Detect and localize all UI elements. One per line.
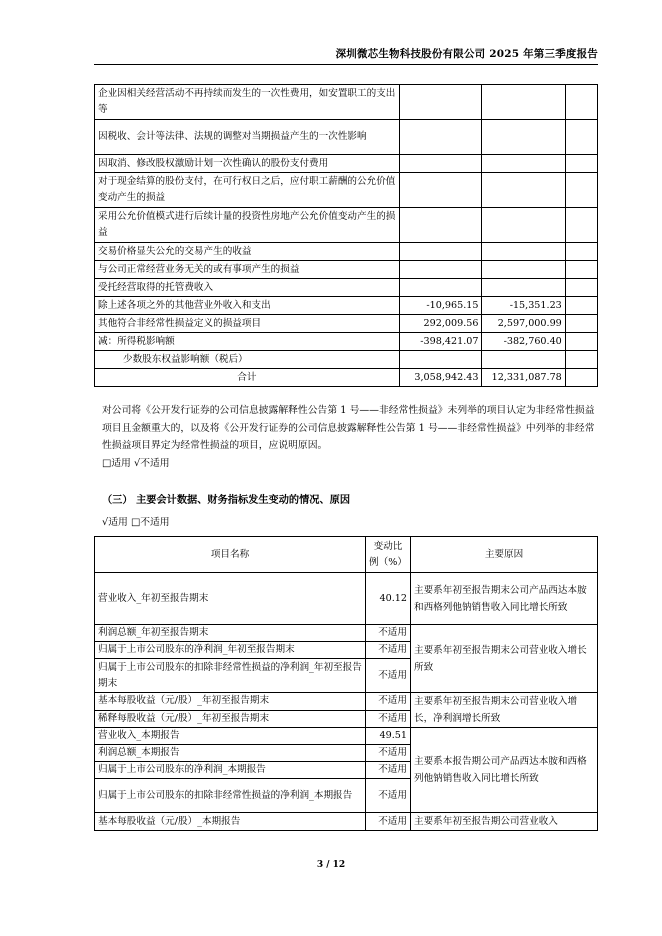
ytd-value — [482, 279, 565, 297]
total-current-value: 3,058,942.43 — [399, 369, 482, 387]
change-ratio: 不适用 — [366, 710, 411, 728]
ytd-value: -382,760.40 — [482, 333, 565, 351]
item-description: 交易价格显失公允的交易产生的收益 — [95, 243, 400, 261]
item-description: 其他符合非经常性损益定义的损益项目 — [95, 315, 400, 333]
item-name: 稀释每股收益（元/股）_年初至报告期末 — [95, 710, 366, 728]
note-cell — [565, 297, 597, 315]
ytd-value — [482, 155, 565, 173]
item-description: 采用公允价值模式进行后续计量的投资性房地产公允价值变动产生的损益 — [95, 208, 400, 243]
main-reason: 主要系年初至报告期末公司营业收入增长，净利润增长所致 — [411, 693, 598, 728]
current-period-value — [399, 155, 482, 173]
main-reason: 主要系年初至报告期公司营业收入 — [411, 813, 598, 831]
note-cell — [565, 261, 597, 279]
item-description: 与公司正常经营业务无关的或有事项产生的损益 — [95, 261, 400, 279]
item-name: 归属于上市公司股东的净利润_年初至报告期末 — [95, 642, 366, 659]
table-row — [95, 625, 598, 642]
table-row — [95, 279, 598, 297]
ytd-value — [482, 208, 565, 243]
item-description: 受托经营取得的托管费收入 — [95, 279, 400, 297]
note-cell — [565, 369, 597, 387]
ytd-value: -15,351.23 — [482, 297, 565, 315]
ytd-value — [482, 85, 565, 120]
section-title: （三） 主要会计数据、财务指标发生变动的情况、原因 — [102, 494, 351, 506]
main-reason: 主要系年初至报告期末公司产品西达本胺和西格列他钠销售收入同比增长所致 — [411, 573, 598, 625]
current-period-value — [399, 279, 482, 297]
note-cell — [565, 120, 597, 155]
change-ratio: 49.51 — [366, 728, 411, 745]
note-cell — [565, 315, 597, 333]
item-description: 减：所得税影响额 — [95, 333, 400, 351]
current-period-value — [399, 261, 482, 279]
current-period-value: -398,421.07 — [399, 333, 482, 351]
ytd-value — [482, 120, 565, 155]
current-period-value — [399, 243, 482, 261]
item-name: 归属于上市公司股东的净利润_本期报告 — [95, 762, 366, 779]
table-row — [95, 333, 598, 351]
item-description: 少数股东权益影响额（税后） — [95, 351, 400, 369]
ytd-value — [482, 261, 565, 279]
applicability-checkboxes: □适用 √不适用 — [102, 458, 170, 469]
key-changes-table — [94, 536, 598, 831]
current-period-value — [399, 173, 482, 208]
explanatory-note: 对公司将《公开发行证券的公司信息披露解释性公告第 1 号——非经常性损益》未列举的项目认定为非经常性损益项目且金额重大的，以及将《公开发行证券的公司信息披露解释性公告第 1 号——非经常性损益》中列举的非经常性损益项目界定为经常性损益的项目，应说明原因。 — [102, 405, 595, 451]
current-period-value — [399, 85, 482, 120]
current-period-value: 292,009.56 — [399, 315, 482, 333]
ytd-value: 2,597,000.99 — [482, 315, 565, 333]
header-change-ratio: 变动比例（%） — [366, 537, 411, 573]
table-row — [95, 243, 598, 261]
header-item-name: 项目名称 — [95, 537, 366, 573]
current-period-value — [399, 351, 482, 369]
change-ratio: 不适用 — [366, 642, 411, 659]
item-description: 企业因相关经营活动不再持续而发生的一次性费用，如安置职工的支出等 — [95, 85, 400, 120]
ytd-value — [482, 243, 565, 261]
item-name: 基本每股收益（元/股）_年初至报告期末 — [95, 693, 366, 711]
note-cell — [565, 333, 597, 351]
change-ratio: 不适用 — [366, 779, 411, 813]
non-recurring-items-table — [94, 84, 598, 387]
ytd-value — [482, 173, 565, 208]
table-row — [95, 315, 598, 333]
section-applicability-checkboxes: √适用 □不适用 — [102, 517, 170, 528]
main-reason: 主要系本报告期公司产品西达本胺和西格列他钠销售收入同比增长所致 — [411, 728, 598, 813]
page-number: 3 / 12 — [316, 860, 346, 870]
item-name: 归属于上市公司股东的扣除非经常性损益的净利润_本期报告 — [95, 779, 366, 813]
note-cell — [565, 155, 597, 173]
change-ratio: 不适用 — [366, 762, 411, 779]
change-ratio: 不适用 — [366, 659, 411, 693]
note-cell — [565, 351, 597, 369]
table-row — [95, 120, 598, 155]
main-reason: 主要系年初至报告期末公司营业收入增长所致 — [411, 625, 598, 693]
table-row — [95, 351, 598, 369]
item-name: 利润总额_年初至报告期末 — [95, 625, 366, 642]
total-row — [95, 369, 598, 387]
table-row — [95, 728, 598, 745]
ytd-value — [482, 351, 565, 369]
table-row — [95, 208, 598, 243]
page-header: 深圳微芯生物科技股份有限公司 2025 年第三季度报告 — [335, 48, 598, 60]
table-row — [95, 173, 598, 208]
item-name: 基本每股收益（元/股）_本期报告 — [95, 813, 366, 831]
change-ratio: 不适用 — [366, 693, 411, 711]
change-ratio: 不适用 — [366, 813, 411, 831]
change-ratio: 40.12 — [366, 573, 411, 625]
item-description: 因税收、会计等法律、法规的调整对当期损益产生的一次性影响 — [95, 120, 400, 155]
table-row — [95, 297, 598, 315]
total-label: 合计 — [95, 369, 400, 387]
note-cell — [565, 208, 597, 243]
header-rule — [94, 64, 598, 65]
table-row — [95, 261, 598, 279]
item-name: 营业收入_本期报告 — [95, 728, 366, 745]
current-period-value — [399, 120, 482, 155]
item-name: 利润总额_本期报告 — [95, 745, 366, 762]
table-row — [95, 155, 598, 173]
item-name: 营业收入_年初至报告期末 — [95, 573, 366, 625]
note-cell — [565, 243, 597, 261]
table-row — [95, 85, 598, 120]
change-ratio: 不适用 — [366, 745, 411, 762]
change-ratio: 不适用 — [366, 625, 411, 642]
item-description: 对于现金结算的股份支付，在可行权日之后，应付职工薪酬的公允价值变动产生的损益 — [95, 173, 400, 208]
note-cell — [565, 85, 597, 120]
table-row — [95, 573, 598, 625]
table-row — [95, 693, 598, 711]
item-description: 因取消、修改股权激励计划一次性确认的股份支付费用 — [95, 155, 400, 173]
note-cell — [565, 173, 597, 208]
item-name: 归属于上市公司股东的扣除非经常性损益的净利润_年初至报告期末 — [95, 659, 366, 693]
current-period-value — [399, 208, 482, 243]
header-main-reason: 主要原因 — [411, 537, 598, 573]
note-cell — [565, 279, 597, 297]
table-row — [95, 813, 598, 831]
current-period-value: -10,965.15 — [399, 297, 482, 315]
table-header-row — [95, 537, 598, 573]
total-ytd-value: 12,331,087.78 — [482, 369, 565, 387]
item-description: 除上述各项之外的其他营业外收入和支出 — [95, 297, 400, 315]
